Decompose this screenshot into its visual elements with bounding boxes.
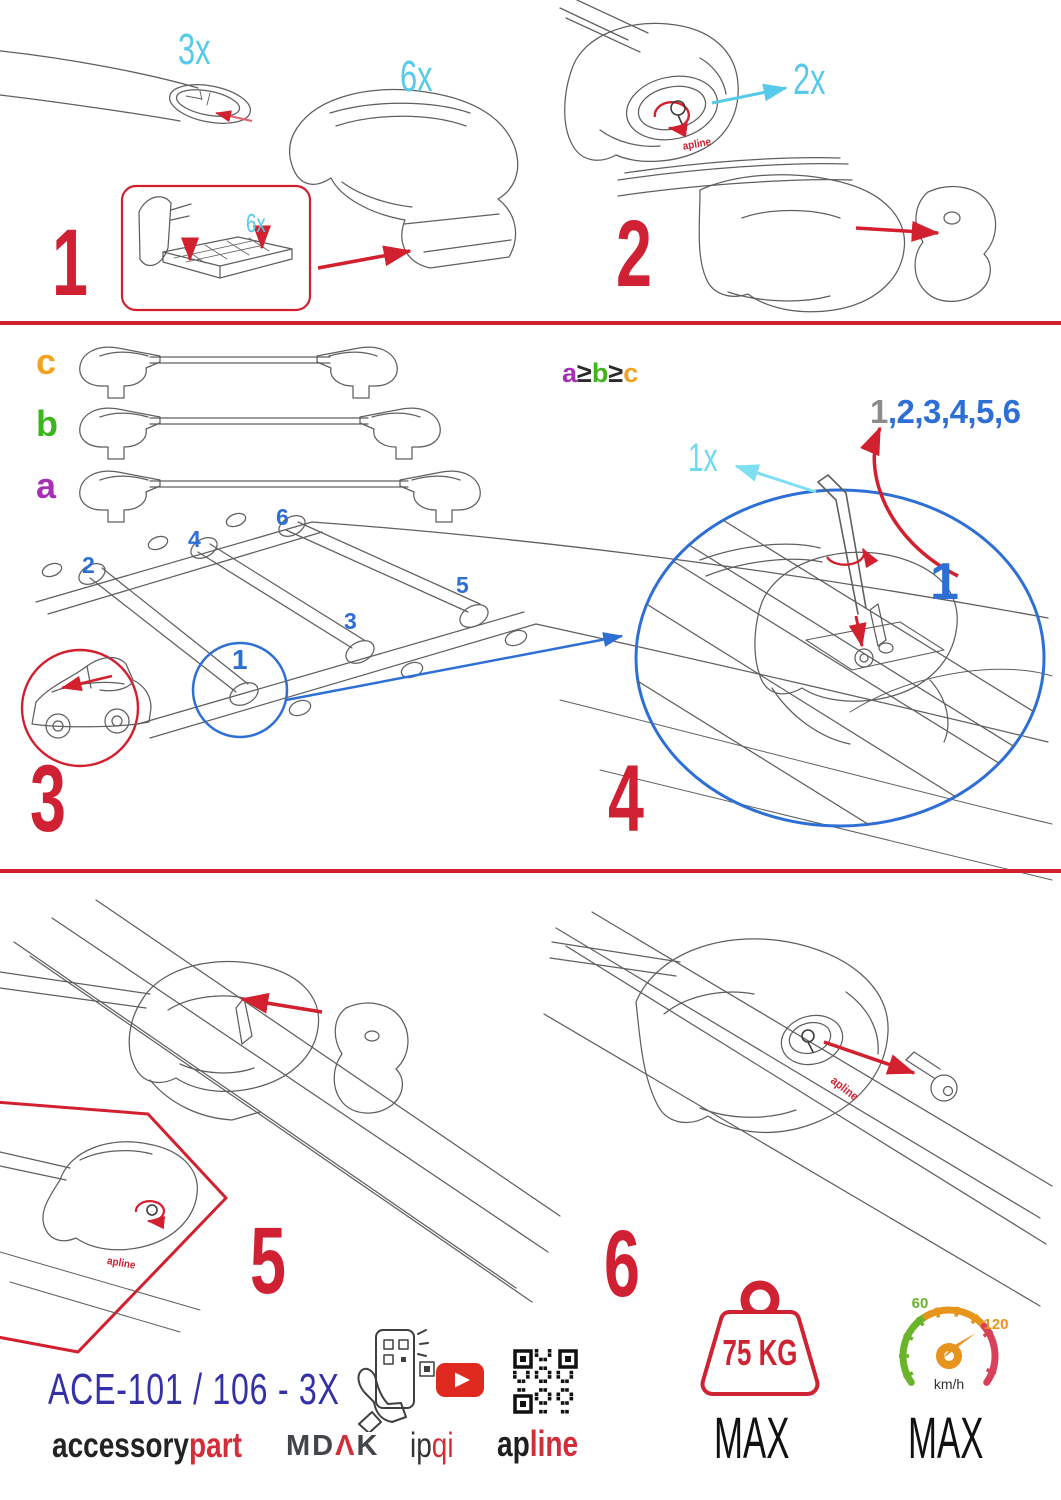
rule-a: a <box>562 358 578 388</box>
rule-ge2: ≥ <box>608 358 624 388</box>
bar-label-c: c <box>36 341 57 382</box>
speedometer-icon <box>876 1282 1022 1412</box>
step3-roof <box>22 511 1052 880</box>
roof-pos-4: 4 <box>188 526 201 552</box>
apline-black: ap <box>497 1423 530 1464</box>
model-code: ACE-101 / 106 - 3X <box>48 1365 340 1414</box>
roof-pos-5: 5 <box>456 572 469 598</box>
step4-drawing <box>636 428 1044 844</box>
speed-high: 120 <box>983 1316 1009 1333</box>
step1-number: 1 <box>52 210 88 316</box>
bar-label-b: b <box>36 403 58 444</box>
apline-logo-small: apline <box>681 136 713 153</box>
ipqi-black: ip <box>410 1426 432 1465</box>
weight-max-label: MAX <box>714 1406 790 1471</box>
step2-number: 2 <box>616 201 652 307</box>
tighten-sequence <box>870 395 1020 428</box>
rule-c: c <box>623 358 639 388</box>
ipqi-red: qi <box>431 1426 454 1465</box>
step5-number: 5 <box>250 1208 286 1314</box>
section-divider <box>0 869 1061 873</box>
qty-pad-6x: 6x <box>246 208 266 238</box>
speed-low: 60 <box>911 1295 929 1312</box>
accessorypart-logo <box>52 1428 242 1463</box>
apline-logo-small: apline <box>827 1073 862 1104</box>
step3-bars <box>80 347 481 522</box>
ipqi-logo <box>410 1428 454 1463</box>
roof-pos-6: 6 <box>276 504 289 530</box>
max-weight-icon <box>686 1278 834 1410</box>
sequence-rest: ,2,3,4,5,6 <box>887 393 1021 430</box>
qty-bar-3x: 3x <box>178 25 211 74</box>
roof-pos-2: 2 <box>82 552 95 578</box>
apline-red: line <box>529 1423 579 1464</box>
step6-number: 6 <box>604 1211 640 1317</box>
brand-red: part <box>189 1426 242 1465</box>
mdak-md: MD <box>286 1430 336 1462</box>
rule-ge1: ≥ <box>577 358 592 388</box>
speed-max-label: MAX <box>908 1406 984 1471</box>
apline-logo-small: apline <box>106 1255 137 1272</box>
mdak-lambda: Λ <box>335 1430 357 1462</box>
step3-number: 3 <box>30 746 66 852</box>
size-rule <box>562 360 638 387</box>
section-divider <box>0 321 1061 325</box>
mdak-logo <box>286 1432 379 1461</box>
sequence-first: 1 <box>870 393 888 430</box>
speed-unit: km/h <box>933 1376 965 1392</box>
detail-label-1: 1 <box>930 553 959 611</box>
qty-lock-2x: 2x <box>793 55 826 104</box>
brand-black: accessory <box>52 1426 190 1465</box>
rule-b: b <box>591 358 609 388</box>
step4-number: 4 <box>608 746 644 852</box>
roof-pos-3: 3 <box>344 608 357 634</box>
qty-tool-1x: 1x <box>688 436 718 480</box>
phone-scan-icon <box>346 1328 438 1432</box>
bar-label-a: a <box>36 465 57 506</box>
youtube-icon <box>436 1363 484 1397</box>
roof-pos-1: 1 <box>232 644 248 675</box>
qty-foot-6x: 6x <box>400 52 433 101</box>
weight-value: 75 KG <box>722 1332 798 1374</box>
qr-code <box>512 1348 579 1415</box>
apline-logo <box>497 1423 579 1464</box>
mdak-k: K <box>356 1430 380 1462</box>
